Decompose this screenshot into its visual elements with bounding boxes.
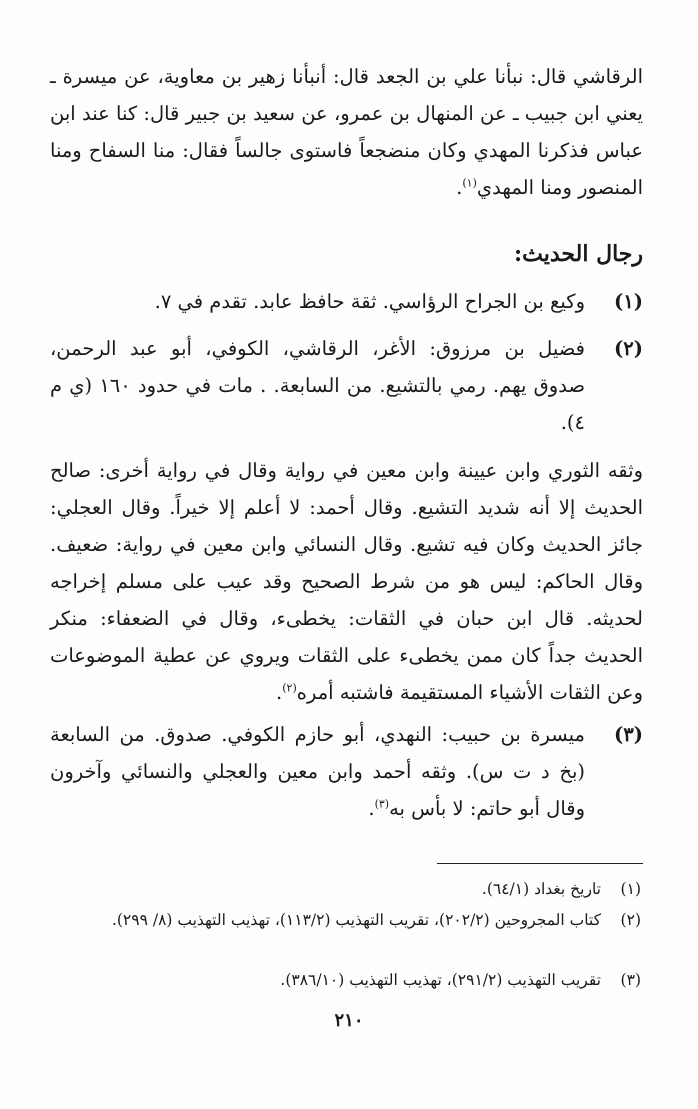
- footnote-ref-2[interactable]: (٢): [282, 681, 297, 695]
- footnote-number: (٢): [620, 911, 641, 929]
- intro-text: الرقاشي قال: نبأنا علي بن الجعد قال: أنبأنا زهير بن معاوية، عن ميسرة ـ يعني ابن جبيب ـ عن المنهال بن عمرو، عن سعيد بن جبير قال: كنا عند ابن عباس فذكرنا المهدي وكان منضجعاً فاستوى جالساً فقال: منا السفاح ومنا المنصور ومنا المهدي: [50, 65, 643, 199]
- intro-paragraph: الرقاشي قال: نبأنا علي بن الجعد قال: أنبأنا زهير بن معاوية، عن ميسرة ـ يعني ابن جبيب ـ عن المنهال بن عمرو، عن سعيد بن جبير قال: كنا عند ابن عباس فذكرنا المهدي وكان منضجعاً فاستوى جالساً فقال: منا السفاح ومنا المنصور ومنا المهدي$^{(١)}$.: [50, 65, 643, 199]
- footnote-2: [52, 906, 641, 934]
- footnote-ref-3[interactable]: (٣): [374, 797, 390, 811]
- item-text: ميسرة بن حبيب: النهدي، أبو حازم الكوفي. صدوق. من السابعة (بخ د ت س). وثقه أحمد وابن معين والعجلي والنسائي وآخرون وقال أبو حاتم: لا بأس به$^{(٣)}$.: [50, 723, 585, 820]
- assessment-text: وثقه الثوري وابن عيينة وابن معين في رواية وقال في رواية أخرى: صالح الحديث إلا أنه شديد التشيع. وقال أحمد: لا أعلم إلا خيراً. وقال العجلي: جائز الحديث وكان فيه تشيع. وقال النسائي وابن معين في رواية: ضعيف. وقال الحاكم: ليس هو من شرط الصحيح وقد عيب على مسلم إخراجه لحديثه. قال ابن حبان في الثقات: يخطىء، وقال في الضعفاء: منكر الحديث جداً كان ممن يخطىء على الثقات ويروي عن عطية الموضوعات وعن الثقات الأشياء المستقيمة فاشتبه أمره: [50, 459, 643, 704]
- item-number: (٢): [614, 337, 643, 360]
- item-number: (١): [614, 290, 643, 313]
- footnote-1: [52, 875, 641, 903]
- item-number: (٣): [614, 723, 643, 746]
- item-text: وكيع بن الجراح الرؤاسي. ثقة حافظ عابد. تقدم في ٧.: [154, 290, 585, 313]
- page-number: ٢١٠: [334, 1010, 364, 1031]
- narrator-2-assessment: وثقه الثوري وابن عيينة وابن معين في رواية وقال في رواية أخرى: صالح الحديث إلا أنه شديد التشيع. وقال أحمد: لا أعلم إلا خيراً. وقال العجلي: جائز الحديث وكان فيه تشيع. وقال النسائي وابن معين في رواية: ضعيف. وقال الحاكم: ليس هو من شرط الصحيح وقد عيب على مسلم إخراجه لحديثه. قال ابن حبان في الثقات: يخطىء، وقال في الضعفاء: منكر الحديث جداً كان ممن يخطىء على الثقات ويروي عن عطية الموضوعات وعن الثقات الأشياء المستقيمة فاشتبه أمره$^{(٢)}$.: [50, 459, 643, 704]
- item-text: فضيل بن مرزوق: الأغر، الرقاشي، الكوفي، أبو عبد الرحمن، صدوق يهم. رمي بالتشيع. من السابعة. . مات في حدود ١٦٠ (ي م ٤).: [50, 337, 586, 434]
- footnote-3: [52, 966, 641, 994]
- footnote-number: (٣): [620, 971, 641, 989]
- narrator-item-2: [50, 330, 643, 441]
- footnote-text: تاريخ بغداد (٦٤/١).: [481, 880, 601, 898]
- section-heading: رجال الحديث:: [514, 241, 643, 267]
- footnote-divider: [437, 863, 643, 864]
- narrator-item-1: [50, 283, 643, 320]
- footnote-number: (١): [620, 880, 641, 898]
- narrator-item-3: [50, 716, 643, 827]
- footnote-text: كتاب المجروحين (٢٠٢/٢)، تقريب التهذيب (١١٣/٢)، تهذيب التهذيب (٨/ ٢٩٩).: [111, 911, 601, 929]
- footnote-ref-1[interactable]: (١): [462, 176, 477, 190]
- footnote-text: تقريب التهذيب (٢٩١/٢)، تهذيب التهذيب (٣٨٦/١٠).: [280, 971, 601, 989]
